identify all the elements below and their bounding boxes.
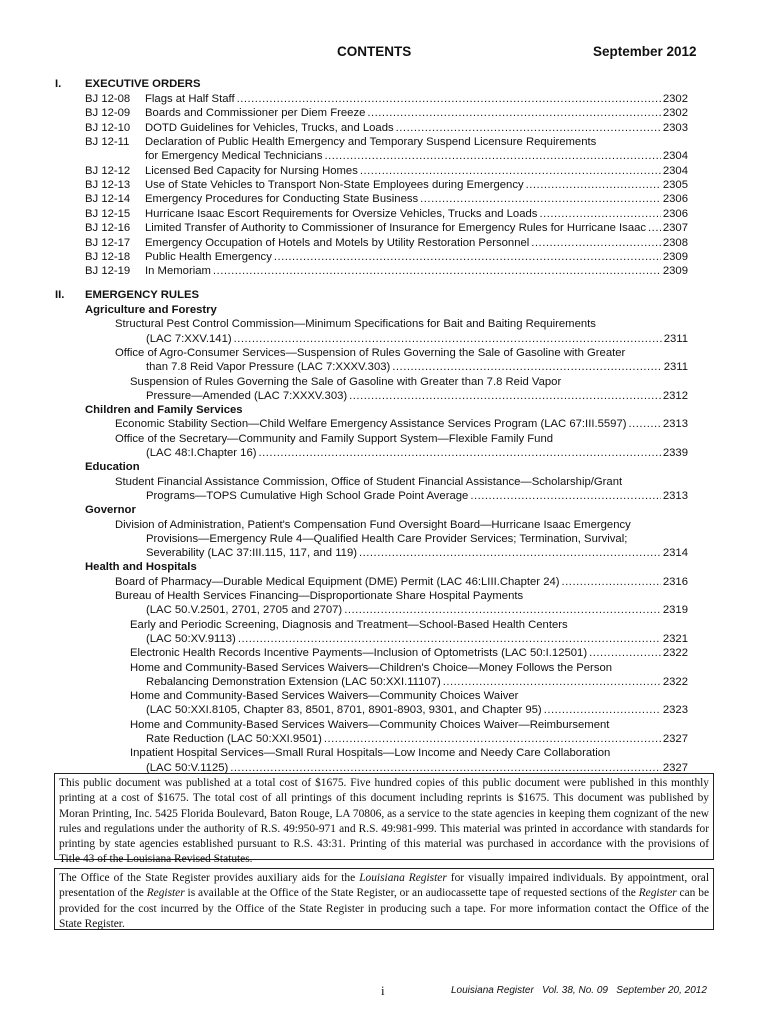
dot-leader	[629, 417, 661, 431]
toc-entry	[146, 732, 688, 746]
dot-leader	[470, 489, 661, 503]
rule-title-line: Inpatient Hospital Services—Small Rural Hospitals—Low Income and Needy Care Collaboration	[130, 747, 611, 760]
order-code: BJ 12-13	[85, 179, 131, 192]
order-code: BJ 12-15	[85, 207, 131, 220]
notice-em-2: Register	[146, 887, 185, 900]
toc-entry	[85, 264, 688, 278]
rule-title-line: Student Financial Assistance Commission, Office of Student Financial Assistance—Scholarship/Grant	[115, 475, 623, 488]
page-ref: 2339	[662, 447, 688, 459]
toc-entry	[146, 603, 688, 617]
order-title: Licensed Bed Capacity for Nursing Homes	[145, 164, 358, 177]
page-ref: 2302	[662, 107, 688, 120]
page-ref: 2304	[662, 150, 688, 163]
toc-entry	[115, 575, 688, 589]
toc-entry	[85, 207, 688, 221]
order-code: BJ 12-08	[85, 93, 131, 105]
toc-entry	[85, 178, 688, 192]
rule-title-line: Board of Pharmacy—Durable Medical Equipment (DME) Permit (LAC 46:LIII.Chapter 24)	[115, 575, 560, 588]
order-code: BJ 12-17	[85, 236, 131, 249]
dot-leader	[344, 603, 661, 617]
order-title: Limited Transfer of Authority to Commissioner of Insurance for Emergency Rules for Hurricane Isaac	[145, 222, 647, 235]
order-code: BJ 12-09	[85, 107, 131, 120]
section-2-number: II.	[55, 289, 65, 301]
rule-title-line: Rate Reduction (LAC 50:XXI.9501)	[146, 733, 322, 745]
page-ref: 2309	[662, 250, 688, 263]
dot-leader	[392, 360, 661, 374]
toc-entry	[85, 164, 688, 178]
agency-heading: Health and Hospitals	[85, 561, 197, 574]
page-ref: 2306	[662, 207, 688, 220]
dot-leader	[349, 389, 661, 403]
toc-entry	[85, 149, 688, 163]
rule-title-line: Rebalancing Demonstration Extension (LAC 50:XXI.11107)	[146, 675, 441, 688]
notice-text-3: is available at the Office of the State Register, or an audiocassette tape of requested sections of the	[184, 887, 639, 900]
order-code	[85, 149, 145, 163]
rule-title-line: Home and Community-Based Services Waivers—Community Choices Waiver	[130, 690, 519, 703]
order-title: for Emergency Medical Technicians	[145, 150, 323, 163]
toc-entry	[85, 121, 688, 135]
dot-leader	[274, 250, 661, 264]
dot-leader	[237, 92, 661, 106]
agency-heading: Agriculture and Forestry	[85, 304, 217, 316]
order-code: BJ 12-18	[85, 250, 131, 263]
page-ref: 2303	[662, 121, 688, 134]
dot-leader	[238, 632, 661, 646]
order-title: Flags at Half Staff	[145, 93, 235, 105]
rule-title-line: Severability (LAC 37:III.115, 117, and 119)	[146, 547, 357, 560]
dot-leader	[420, 192, 661, 206]
order-code: BJ 12-19	[85, 265, 131, 278]
toc-entry	[85, 236, 688, 250]
page-ref: 2323	[662, 704, 688, 717]
dot-leader	[539, 207, 660, 221]
rule-title-line: Suspension of Rules Governing the Sale of Gasoline with Greater than 7.8 Reid Vapor	[130, 375, 562, 388]
section-1-title: EXECUTIVE ORDERS	[85, 78, 201, 90]
page-ref: 2311	[663, 332, 688, 345]
notice-em-1: Louisiana Register	[359, 872, 447, 884]
order-title: Hurricane Isaac Escort Requirements for Oversize Vehicles, Trucks and Loads	[145, 207, 538, 220]
page-ref: 2306	[662, 193, 688, 206]
cost-notice-text: This public document was published at a total cost of $1675. Five hundred copies of this public document were published in this monthly printing at a cost of $1675. The total cost of all printings of this document including reprints is $1675. This document was published by Moran Printing, Inc. 5425 Florida Boulevard, Baton Rouge, LA 70806, as a service to the state agencies in keeping them cognizant of the new rules and regulations under the authority of R.S. 49:950-971 and R.S. 49:981-999. This material was printed in accordance with standards for printing by state agencies established pursuant to R.S. 43:31. Printing of this material was purchased in accordance with the provisions of Title 43 of the Louisiana Revised Statutes.	[59, 777, 709, 866]
dot-leader	[531, 236, 661, 250]
toc-entry	[85, 106, 688, 120]
order-title: DOTD Guidelines for Vehicles, Trucks, and Loads	[145, 121, 394, 134]
rule-title-line: Economic Stability Section—Child Welfare Emergency Assistance Services Program (LAC 67:III.5597)	[115, 418, 627, 431]
toc-entry	[85, 92, 688, 106]
notice-text-4: can be provided for the cost incurred by the Office of the State Register in producing such a tape. For more information contact the Office of the State Register.	[59, 887, 709, 930]
page-number: i	[381, 983, 385, 998]
dot-leader	[443, 675, 661, 689]
rule-title-line: Office of the Secretary—Community and Family Support System—Flexible Family Fund	[115, 432, 554, 445]
notice-text-1: The Office of the State Register provides auxiliary aids for the	[59, 872, 360, 884]
agency-heading: Education	[85, 461, 140, 474]
toc-entry	[146, 360, 688, 374]
agency-heading: Children and Family Services	[85, 404, 243, 417]
page-ref: 2322	[662, 675, 688, 688]
dot-leader	[259, 446, 661, 460]
dot-leader	[526, 178, 661, 192]
order-code: BJ 12-14	[85, 193, 131, 206]
toc-entry	[146, 675, 688, 689]
dot-leader	[324, 149, 660, 163]
rule-title-line: Office of Agro-Consumer Services—Suspension of Rules Governing the Sale of Gasoline with Greater	[115, 346, 626, 359]
page-ref: 2316	[662, 575, 688, 588]
toc-entry	[85, 221, 688, 235]
page-ref: 2302	[662, 93, 688, 105]
page-ref: 2321	[662, 632, 688, 645]
toc-entry	[130, 646, 688, 660]
dot-leader	[213, 264, 661, 278]
rule-title-line: Early and Periodic Screening, Diagnosis and Treatment—School-Based Health Centers	[130, 618, 568, 631]
order-title: Use of State Vehicles to Transport Non-State Employees during Emergency	[145, 179, 524, 192]
dot-leader	[360, 164, 661, 178]
dot-leader	[562, 575, 661, 589]
toc-entry	[146, 446, 688, 460]
dot-leader	[648, 221, 661, 235]
page-ref: 2313	[662, 418, 688, 431]
page-ref: 2319	[662, 604, 688, 617]
rule-title-line: (LAC 50:V.1125)	[146, 761, 229, 774]
toc-entry	[146, 632, 688, 646]
order-code: BJ 12-16	[85, 222, 131, 235]
rule-title-line: (LAC 7:XXV.141)	[146, 332, 232, 345]
section-2-title: EMERGENCY RULES	[85, 289, 200, 301]
page-ref: 2313	[662, 489, 688, 502]
order-title: Emergency Procedures for Conducting State Business	[145, 193, 419, 206]
rule-title-line: (LAC 50.V.2501, 2701, 2705 and 2707)	[146, 604, 343, 617]
dot-leader	[396, 121, 661, 135]
rule-title-line: (LAC 48:I.Chapter 16)	[146, 447, 257, 459]
dot-leader	[544, 703, 661, 717]
order-title: Declaration of Public Health Emergency and Temporary Suspend Licensure Requirements	[145, 136, 597, 149]
toc-entry	[146, 703, 688, 717]
notice-em-3: Register	[638, 887, 677, 900]
page-ref: 2309	[662, 265, 688, 278]
dot-leader	[324, 732, 661, 746]
rule-title-line: Programs—TOPS Cumulative High School Grade Point Average	[146, 489, 469, 502]
toc-entry	[146, 332, 688, 346]
rule-title-line: Pressure—Amended (LAC 7:XXXV.303)	[146, 389, 348, 402]
order-title: Public Health Emergency	[145, 250, 272, 263]
page-ref: 2305	[662, 179, 688, 192]
page-ref: 2307	[662, 222, 688, 235]
accessibility-notice-box	[54, 868, 714, 930]
order-title: Boards and Commissioner per Diem Freeze	[145, 107, 366, 120]
issue-date: September 2012	[593, 44, 697, 59]
dot-leader	[359, 546, 661, 560]
toc-entry	[146, 389, 688, 403]
rule-title-line: Provisions—Emergency Rule 4—Qualified Health Care Provider Services; Termination, Survival;	[146, 532, 628, 545]
order-code: BJ 12-10	[85, 121, 131, 134]
dot-leader	[367, 106, 660, 120]
rule-title-line: Home and Community-Based Services Waivers—Children's Choice—Money Follows the Person	[130, 661, 613, 674]
page-ref: 2308	[662, 236, 688, 249]
dot-leader	[234, 332, 662, 346]
order-title: Emergency Occupation of Hotels and Motels by Utility Restoration Personnel	[145, 236, 530, 249]
rule-title-line: Structural Pest Control Commission—Minimum Specifications for Bait and Baiting Requirements	[115, 318, 596, 331]
rule-title-line: Electronic Health Records Incentive Payments—Inclusion of Optometrists (LAC 50:I.12501)	[130, 647, 588, 660]
page-ref: 2304	[662, 164, 688, 177]
rule-title-line: (LAC 50:XV.9113)	[146, 632, 236, 645]
section-1-number: I.	[55, 78, 62, 90]
page-ref: 2314	[662, 547, 688, 560]
order-code: BJ 12-12	[85, 164, 131, 177]
cost-notice-box	[54, 773, 714, 866]
toc-entry	[146, 546, 688, 560]
rule-title-line: than 7.8 Reid Vapor Pressure (LAC 7:XXXV.303)	[146, 361, 391, 374]
rule-title-line: Bureau of Health Services Financing—Disproportionate Share Hospital Payments	[115, 590, 524, 602]
order-code: BJ 12-11	[85, 136, 130, 149]
page-ref: 2322	[662, 647, 688, 660]
notice-text-2: for visually impaired individuals. By appointment, oral presentation of the	[59, 872, 709, 900]
page-ref: 2327	[662, 761, 688, 774]
page-ref: 2327	[662, 733, 688, 745]
toc-entry	[146, 489, 688, 503]
rule-title-line: Home and Community-Based Services Waivers—Community Choices Waiver—Reimbursement	[130, 718, 610, 731]
page-ref: 2311	[663, 361, 688, 374]
toc-entry	[115, 417, 688, 431]
toc-entry	[85, 192, 688, 206]
toc-entry	[85, 135, 688, 149]
rule-title-line: (LAC 50:XXI.8105, Chapter 83, 8501, 8701, 8901-8903, 9301, and Chapter 95)	[146, 704, 542, 717]
toc-entry	[85, 250, 688, 264]
page-ref: 2312	[662, 389, 688, 402]
rule-title-line: Division of Administration, Patient's Compensation Fund Oversight Board—Hurricane Isaac Emergency	[115, 518, 631, 531]
dot-leader	[589, 646, 661, 660]
order-title: In Memoriam	[145, 265, 211, 278]
publication-info: Louisiana Register Vol. 38, No. 09 September 20, 2012	[451, 985, 707, 996]
page-title: CONTENTS	[337, 44, 412, 59]
agency-heading: Governor	[85, 504, 136, 517]
